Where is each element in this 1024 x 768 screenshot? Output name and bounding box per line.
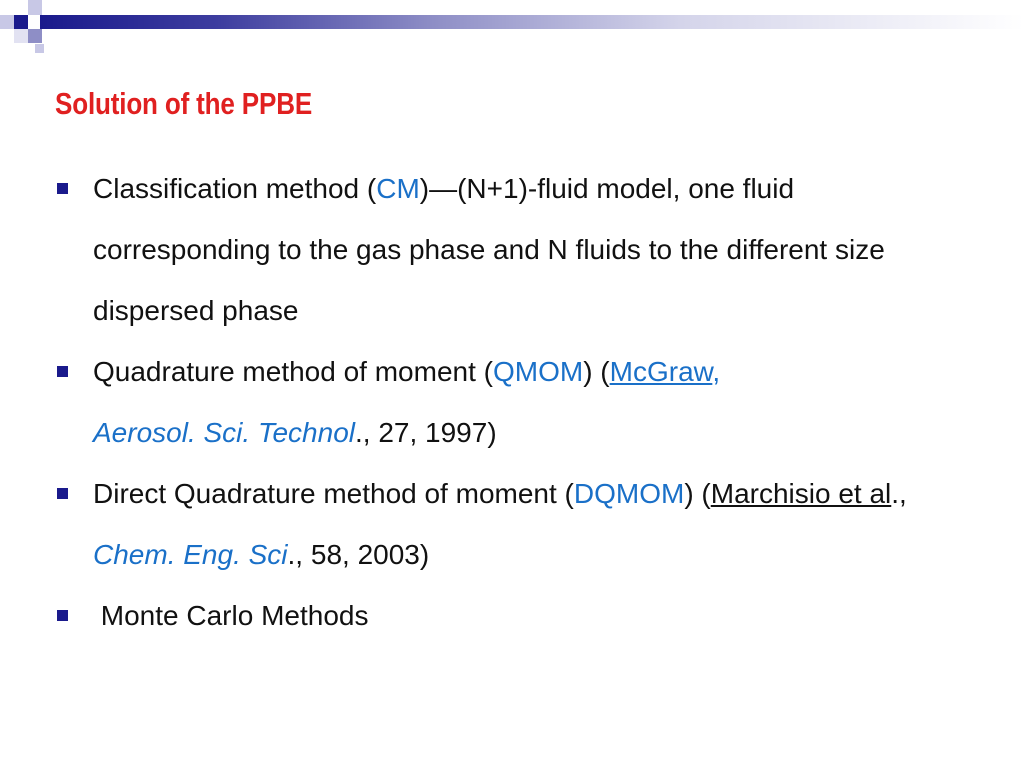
- square-bullet-icon: [57, 366, 68, 377]
- bullet-text: ) (: [583, 356, 610, 387]
- header-gradient-bar: [40, 15, 1024, 29]
- bullet-item-qmom: [57, 341, 977, 463]
- bullet-text: )—(N+1)-fluid model, one fluid corresponding to the gas phase and N fluids to the different size dispersed phase: [93, 173, 885, 326]
- logo-square-mid: [28, 29, 42, 43]
- qmom-abbrev: QMOM: [492, 356, 584, 387]
- square-bullet-icon: [57, 488, 68, 499]
- journal-name: Chem. Eng. Sci: [93, 539, 288, 570]
- bullet-text: Direct Quadrature method of moment (: [93, 478, 574, 509]
- cm-abbrev: CM: [376, 173, 420, 204]
- logo-square-navy-large: [14, 15, 28, 29]
- journal-name: Aerosol. Sci. Technol: [93, 417, 355, 448]
- square-bullet-icon: [57, 610, 68, 621]
- bullet-item-classification: [57, 158, 977, 341]
- citation-details: ., 27, 1997): [355, 417, 497, 448]
- bullet-text: Quadrature method of moment (: [93, 356, 493, 387]
- bullet-item-monte-carlo: [57, 585, 977, 646]
- logo-square-lavender: [0, 15, 14, 29]
- bullet-text: Monte Carlo Methods: [93, 600, 369, 631]
- slide-title: Solution of the PPBE: [55, 86, 313, 121]
- bullet-text: ) (: [684, 478, 711, 509]
- reference-separator: .,: [891, 478, 907, 509]
- bullet-text: Classification method (: [93, 173, 377, 204]
- marchisio-reference-link[interactable]: Marchisio et al: [710, 478, 892, 509]
- dqmom-abbrev: DQMOM: [573, 478, 685, 509]
- logo-square-pale: [14, 29, 28, 43]
- citation-details: ., 58, 2003): [287, 539, 430, 570]
- logo-square-light: [28, 0, 42, 15]
- bullet-list: [57, 158, 977, 646]
- logo-square-small: [35, 44, 44, 53]
- header-decoration: [0, 0, 1024, 60]
- square-bullet-icon: [57, 183, 68, 194]
- mcgraw-reference-link[interactable]: McGraw: [609, 356, 713, 387]
- reference-comma: ,: [712, 356, 721, 387]
- bullet-item-dqmom: [57, 463, 977, 585]
